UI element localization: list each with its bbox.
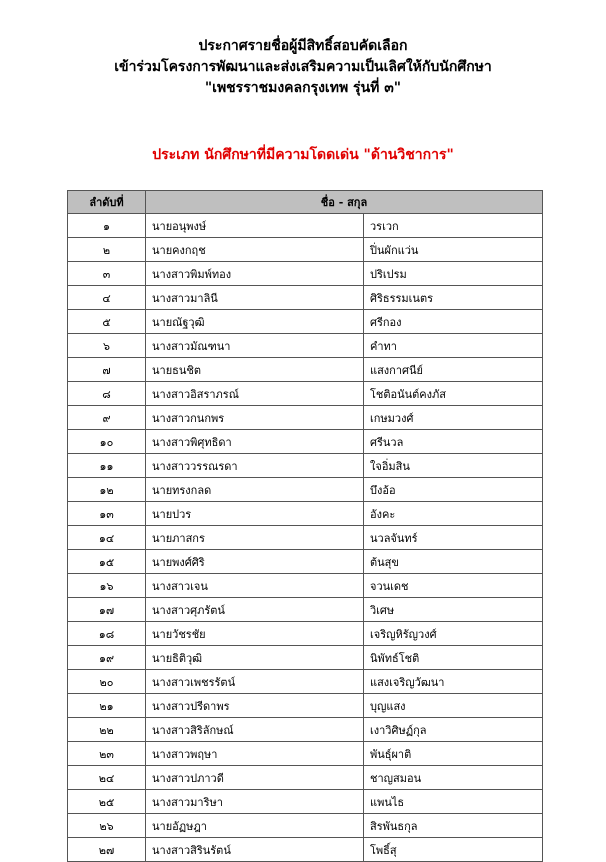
first-name-cell: นางสาววรรณรดา xyxy=(146,454,364,478)
column-header-number: ลำดับที่ xyxy=(68,191,146,214)
table-row xyxy=(68,766,543,790)
table-row xyxy=(68,478,543,502)
row-number-cell: ๓ xyxy=(68,262,146,286)
last-name-cell: นิพัทธ์โชติ xyxy=(364,646,543,670)
first-name-cell: นายปวร xyxy=(146,502,364,526)
row-number-cell: ๖ xyxy=(68,334,146,358)
table-row xyxy=(68,262,543,286)
row-number-cell: ๑๐ xyxy=(68,430,146,454)
first-name-cell: นางสาวพิมพ์ทอง xyxy=(146,262,364,286)
row-number-cell: ๑๘ xyxy=(68,622,146,646)
table-row xyxy=(68,646,543,670)
table-row xyxy=(68,670,543,694)
last-name-cell: โชติอนันต์คงภัส xyxy=(364,382,543,406)
last-name-cell: คำทา xyxy=(364,334,543,358)
table-row xyxy=(68,718,543,742)
last-name-cell: บึงอ้อ xyxy=(364,478,543,502)
first-name-cell: นายณัฐวุฒิ xyxy=(146,310,364,334)
last-name-cell: ใจอิ่มสิน xyxy=(364,454,543,478)
table-row xyxy=(68,430,543,454)
row-number-cell: ๔ xyxy=(68,286,146,310)
first-name-cell: นายอนุพงษ์ xyxy=(146,214,364,238)
row-number-cell: ๘ xyxy=(68,382,146,406)
first-name-cell: นางสาวปภาวดี xyxy=(146,766,364,790)
row-number-cell: ๕ xyxy=(68,310,146,334)
row-number-cell: ๑๗ xyxy=(68,598,146,622)
last-name-cell: วรเวก xyxy=(364,214,543,238)
column-header-name: ชื่อ - สกุล xyxy=(146,191,543,214)
row-number-cell: ๒ xyxy=(68,238,146,262)
first-name-cell: นายธิติวุฒิ xyxy=(146,646,364,670)
table-row xyxy=(68,694,543,718)
row-number-cell: ๒๓ xyxy=(68,742,146,766)
first-name-cell: นายทรงกลด xyxy=(146,478,364,502)
first-name-cell: นางสาวมาริษา xyxy=(146,790,364,814)
last-name-cell: สิรพันธกุล xyxy=(364,814,543,838)
table-row xyxy=(68,358,543,382)
row-number-cell: ๒๒ xyxy=(68,718,146,742)
last-name-cell: โพธิ์สุ xyxy=(364,838,543,862)
row-number-cell: ๗ xyxy=(68,358,146,382)
first-name-cell: นางสาวพฤษา xyxy=(146,742,364,766)
title-line-3: "เพชรราชมงคลกรุงเทพ รุ่นที่ ๓" xyxy=(204,80,402,96)
first-name-cell: นายอัฏษฎา xyxy=(146,814,364,838)
table-row xyxy=(68,622,543,646)
row-number-cell: ๒๕ xyxy=(68,790,146,814)
first-name-cell: นายคงกฤช xyxy=(146,238,364,262)
table-row xyxy=(68,286,543,310)
table-row xyxy=(68,238,543,262)
last-name-cell: พันธุ์ผาติ xyxy=(364,742,543,766)
table-row xyxy=(68,454,543,478)
last-name-cell: แสงกาศนีย์ xyxy=(364,358,543,382)
last-name-cell: เจริญหิรัญวงศ์ xyxy=(364,622,543,646)
last-name-cell: แสงเจริญวัฒนา xyxy=(364,670,543,694)
table-row xyxy=(68,382,543,406)
row-number-cell: ๑๒ xyxy=(68,478,146,502)
first-name-cell: นางสาวศุภรัตน์ xyxy=(146,598,364,622)
first-name-cell: นางสาวมาลินี xyxy=(146,286,364,310)
table-row xyxy=(68,406,543,430)
title-line-2: เข้าร่วมโครงการพัฒนาและส่งเสริมความเป็นเลิศให้กับนักศึกษา xyxy=(114,59,492,75)
row-number-cell: ๙ xyxy=(68,406,146,430)
first-name-cell: นางสาวสิรินรัตน์ xyxy=(146,838,364,862)
last-name-cell: ต้นสุข xyxy=(364,550,543,574)
last-name-cell: วิเศษ xyxy=(364,598,543,622)
last-name-cell: ปิ่นผักแว่น xyxy=(364,238,543,262)
row-number-cell: ๑๔ xyxy=(68,526,146,550)
row-number-cell: ๑๓ xyxy=(68,502,146,526)
last-name-cell: นวลจันทร์ xyxy=(364,526,543,550)
first-name-cell: นางสาวอิสราภรณ์ xyxy=(146,382,364,406)
row-number-cell: ๑ xyxy=(68,214,146,238)
table-body xyxy=(68,214,543,862)
last-name-cell: ศรีนวล xyxy=(364,430,543,454)
table-row xyxy=(68,790,543,814)
table-row xyxy=(68,334,543,358)
row-number-cell: ๑๖ xyxy=(68,574,146,598)
table-row xyxy=(68,550,543,574)
table-row xyxy=(68,598,543,622)
last-name-cell: บุญแสง xyxy=(364,694,543,718)
row-number-cell: ๒๑ xyxy=(68,694,146,718)
table-header-row xyxy=(68,191,543,214)
announcement-header xyxy=(0,36,606,99)
title-line-1: ประกาศรายชื่อผู้มีสิทธิ์สอบคัดเลือก xyxy=(198,38,408,54)
table-row xyxy=(68,814,543,838)
last-name-cell: ชาญสมอน xyxy=(364,766,543,790)
last-name-cell: ศิริธรรมเนตร xyxy=(364,286,543,310)
first-name-cell: นายพงศ์ศิริ xyxy=(146,550,364,574)
table-row xyxy=(68,526,543,550)
table-row xyxy=(68,838,543,862)
last-name-cell: แพนไธ xyxy=(364,790,543,814)
table-row xyxy=(68,214,543,238)
last-name-cell: อังคะ xyxy=(364,502,543,526)
first-name-cell: นายภาสกร xyxy=(146,526,364,550)
table-row xyxy=(68,574,543,598)
first-name-cell: นางสาวเจน xyxy=(146,574,364,598)
row-number-cell: ๒๐ xyxy=(68,670,146,694)
row-number-cell: ๒๖ xyxy=(68,814,146,838)
table-row xyxy=(68,310,543,334)
first-name-cell: นางสาวปรีดาพร xyxy=(146,694,364,718)
first-name-cell: นางสาวเพชรรัตน์ xyxy=(146,670,364,694)
last-name-cell: ปริเปรม xyxy=(364,262,543,286)
last-name-cell: เงาวิศิษฏ์กุล xyxy=(364,718,543,742)
row-number-cell: ๑๙ xyxy=(68,646,146,670)
last-name-cell: จวนเดช xyxy=(364,574,543,598)
first-name-cell: นางสาวสิริลักษณ์ xyxy=(146,718,364,742)
first-name-cell: นางสาวกนกพร xyxy=(146,406,364,430)
table-row xyxy=(68,742,543,766)
first-name-cell: นางสาวพิศุทธิดา xyxy=(146,430,364,454)
table-row xyxy=(68,502,543,526)
candidate-table xyxy=(67,190,543,862)
last-name-cell: เกษมวงศ์ xyxy=(364,406,543,430)
row-number-cell: ๒๗ xyxy=(68,838,146,862)
row-number-cell: ๒๔ xyxy=(68,766,146,790)
first-name-cell: นายวัชรชัย xyxy=(146,622,364,646)
last-name-cell: ศรีกอง xyxy=(364,310,543,334)
row-number-cell: ๑๑ xyxy=(68,454,146,478)
first-name-cell: นางสาวมัณฑนา xyxy=(146,334,364,358)
category-heading: ประเภท นักศึกษาที่มีความโดดเด่น "ด้านวิชาการ" xyxy=(152,147,454,163)
first-name-cell: นายธนชิต xyxy=(146,358,364,382)
row-number-cell: ๑๕ xyxy=(68,550,146,574)
